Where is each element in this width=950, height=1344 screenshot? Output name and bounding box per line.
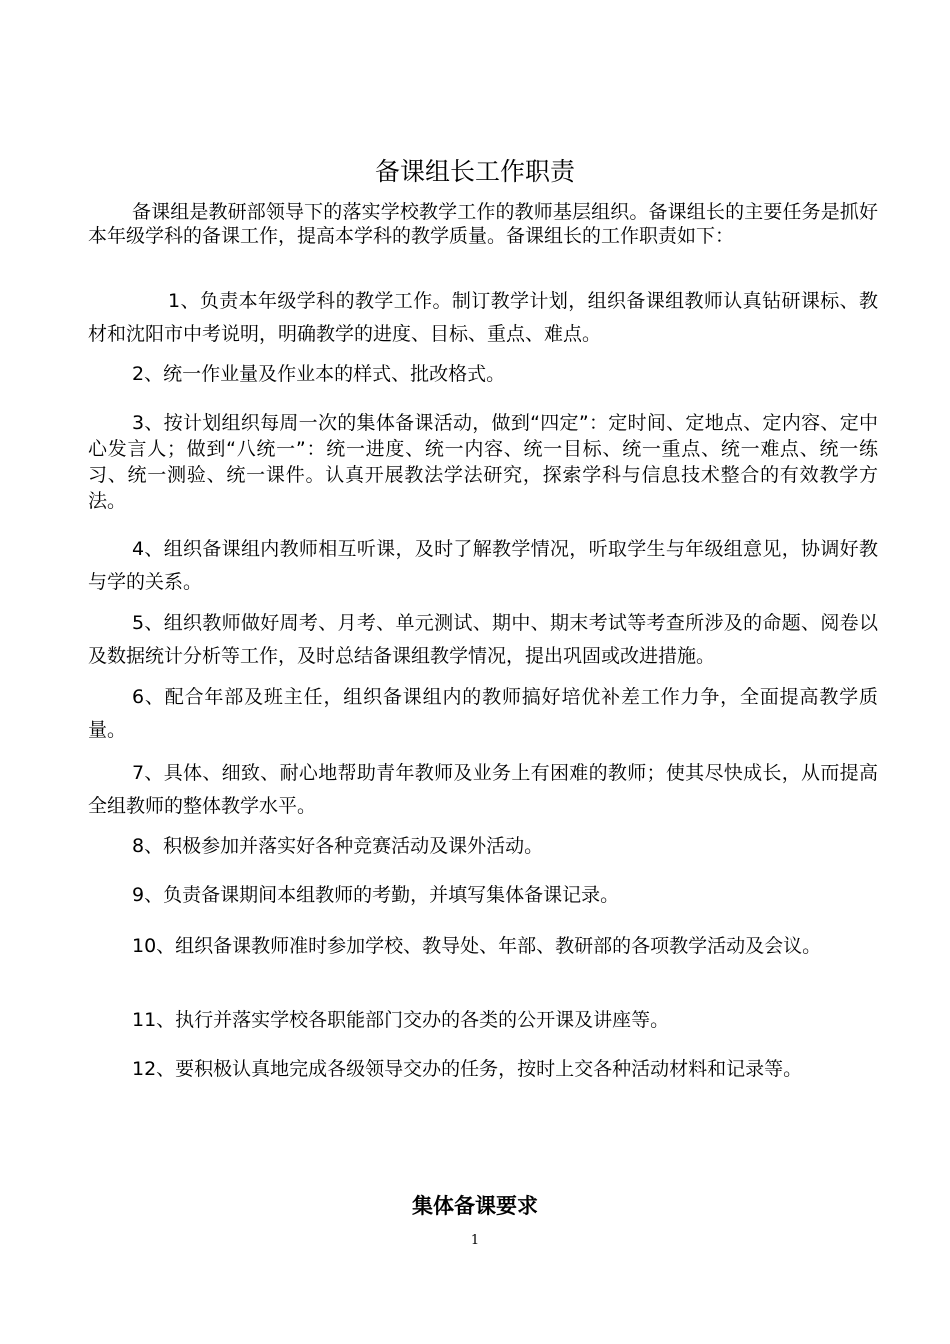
duty-item-2: 2、统一作业量及作业本的样式、批改格式。 [132, 363, 506, 385]
duty-item-3: 3、按计划组织每周一次的集体备课活动，做到“四定”：定时间、定地点、定内容、定中心发言人；做到“八统一”：统一进度、统一内容、统一目标、统一重点、统一难点、统一练习、统一测验、统一课件。认真开展教法学法研究，探索学科与信息技术整合的有效教学方法。 [88, 412, 878, 512]
intro-paragraph: 备课组是教研部领导下的落实学校教学工作的教师基层组织。备课组长的主要任务是抓好本年级学科的备课工作，提高本学科的教学质量。备课组长的工作职责如下： [88, 201, 878, 247]
duty-item-6: 6、配合年部及班主任，组织备课组内的教师搞好培优补差工作力争，全面提高教学质量。 [88, 686, 878, 741]
duty-item-1: 1、负责本年级学科的教学工作。制订教学计划，组织备课组教师认真钻研课标、教材和沈阳市中考说明，明确教学的进度、目标、重点、难点。 [88, 290, 878, 345]
duty-item-8: 8、积极参加并落实好各种竞赛活动及课外活动。 [132, 835, 544, 857]
duty-item-11: 11、执行并落实学校各职能部门交办的各类的公开课及讲座等。 [132, 1009, 670, 1031]
page-number: 1 [470, 1233, 480, 1248]
duty-item-4: 4、组织备课组内教师相互听课，及时了解教学情况，听取学生与年级组意见，协调好教与学的关系。 [88, 538, 878, 593]
duty-item-7: 7、具体、细致、耐心地帮助青年教师及业务上有困难的教师；使其尽快成长，从而提高全组教师的整体教学水平。 [88, 762, 878, 817]
duty-item-5: 5、组织教师做好周考、月考、单元测试、期中、期末考试等考查所涉及的命题、阅卷以及数据统计分析等工作，及时总结备课组教学情况，提出巩固或改进措施。 [88, 612, 878, 667]
duty-item-9: 9、负责备课期间本组教师的考勤，并填写集体备课记录。 [132, 884, 620, 906]
document-title: 备课组长工作职责 [374, 157, 575, 186]
next-section-title: 集体备课要求 [412, 1194, 538, 1218]
duty-item-10: 10、组织备课教师准时参加学校、教导处、年部、教研部的各项教学活动及会议。 [132, 935, 822, 957]
duty-item-12: 12、要积极认真地完成各级领导交办的任务，按时上交各种活动材料和记录等。 [132, 1058, 803, 1080]
